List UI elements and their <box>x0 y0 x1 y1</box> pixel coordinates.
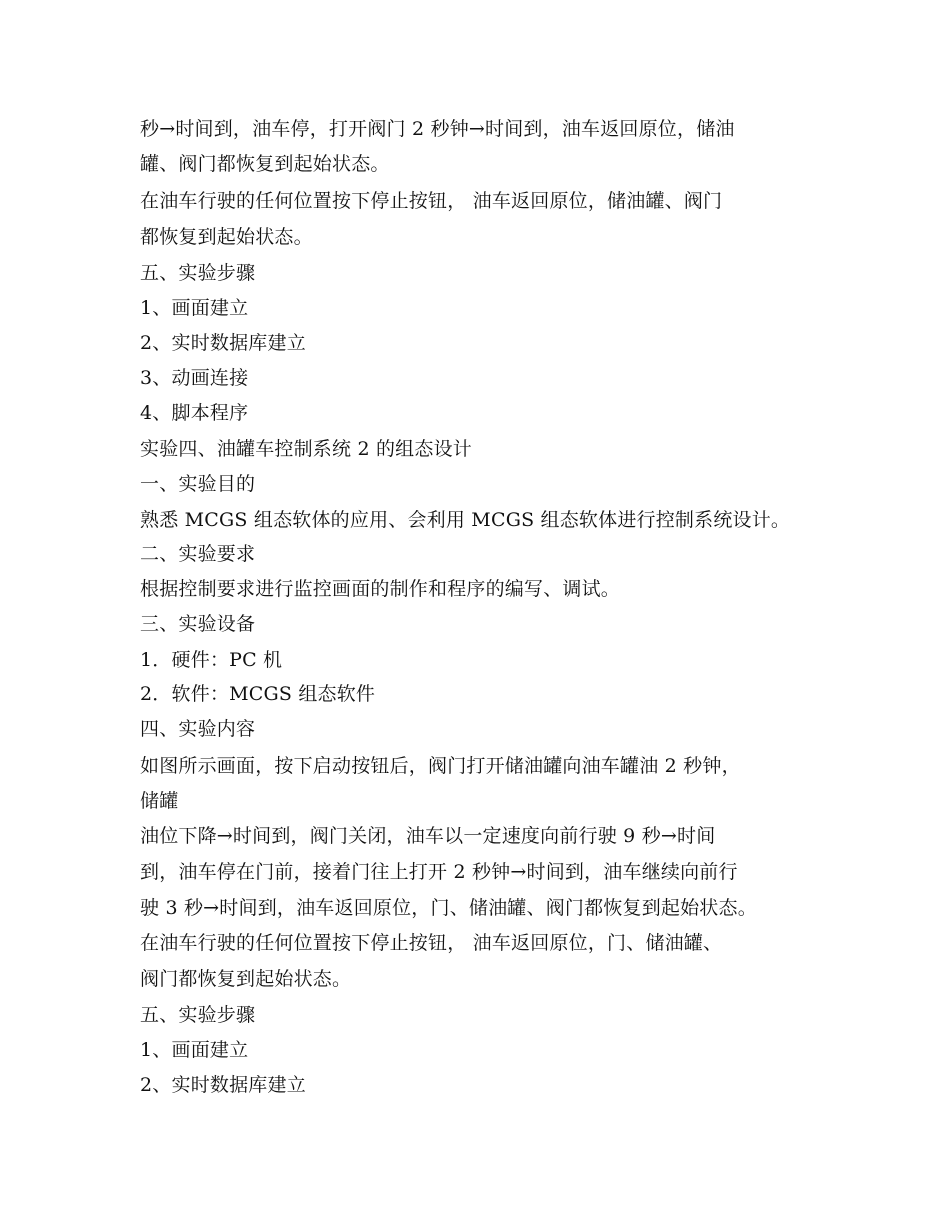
text-line: 熟悉 MCGS 组态软体的应用、会利用 MCGS 组态软体进行控制系统设计。 <box>140 509 791 531</box>
text-line: 储罐 <box>140 790 179 812</box>
section-heading: 一、实验目的 <box>140 473 256 495</box>
list-item: 2、实时数据库建立 <box>140 332 306 354</box>
text-line: 油位下降→时间到，阀门关闭，油车以一定速度向前行驶 9 秒→时间 <box>140 825 716 847</box>
text-line: 秒→时间到，油车停，打开阀门 2 秒钟→时间到，油车返回原位，储油 <box>140 118 735 140</box>
text-line: 阀门都恢复到起始状态。 <box>140 968 352 990</box>
list-item: 1、画面建立 <box>140 1039 249 1061</box>
text-line: 驶 3 秒→时间到，油车返回原位，门、储油罐、阀门都恢复到起始状态。 <box>140 897 757 919</box>
section-heading: 四、实验内容 <box>140 718 256 740</box>
section-heading: 五、实验步骤 <box>140 1004 256 1026</box>
list-item: 2、实时数据库建立 <box>140 1074 306 1096</box>
list-item: 3、动画连接 <box>140 367 249 389</box>
text-line: 到，油车停在门前，接着门往上打开 2 秒钟→时间到，油车继续向前行 <box>140 861 738 883</box>
list-item: 1、画面建立 <box>140 297 249 319</box>
text-line: 在油车行驶的任何位置按下停止按钮， 油车返回原位，储油罐、阀门 <box>140 190 723 212</box>
text-line: 都恢复到起始状态。 <box>140 226 313 248</box>
section-heading: 三、实验设备 <box>140 613 256 635</box>
text-line: 根据控制要求进行监控画面的制作和程序的编写、调试。 <box>140 578 621 600</box>
section-heading: 五、实验步骤 <box>140 262 256 284</box>
text-line: 在油车行驶的任何位置按下停止按钮， 油车返回原位，门、储油罐、 <box>140 932 723 954</box>
text-line: 罐、阀门都恢复到起始状态。 <box>140 153 390 175</box>
section-heading: 二、实验要求 <box>140 543 256 565</box>
text-line: 如图所示画面，按下启动按钮后，阀门打开储油罐向油车罐油 2 秒钟， <box>140 755 741 777</box>
experiment-title: 实验四、油罐车控制系统 2 的组态设计 <box>140 438 472 460</box>
list-item: 4、脚本程序 <box>140 402 249 424</box>
list-item: 2．软件：MCGS 组态软件 <box>140 683 376 705</box>
list-item: 1．硬件：PC 机 <box>140 649 283 671</box>
